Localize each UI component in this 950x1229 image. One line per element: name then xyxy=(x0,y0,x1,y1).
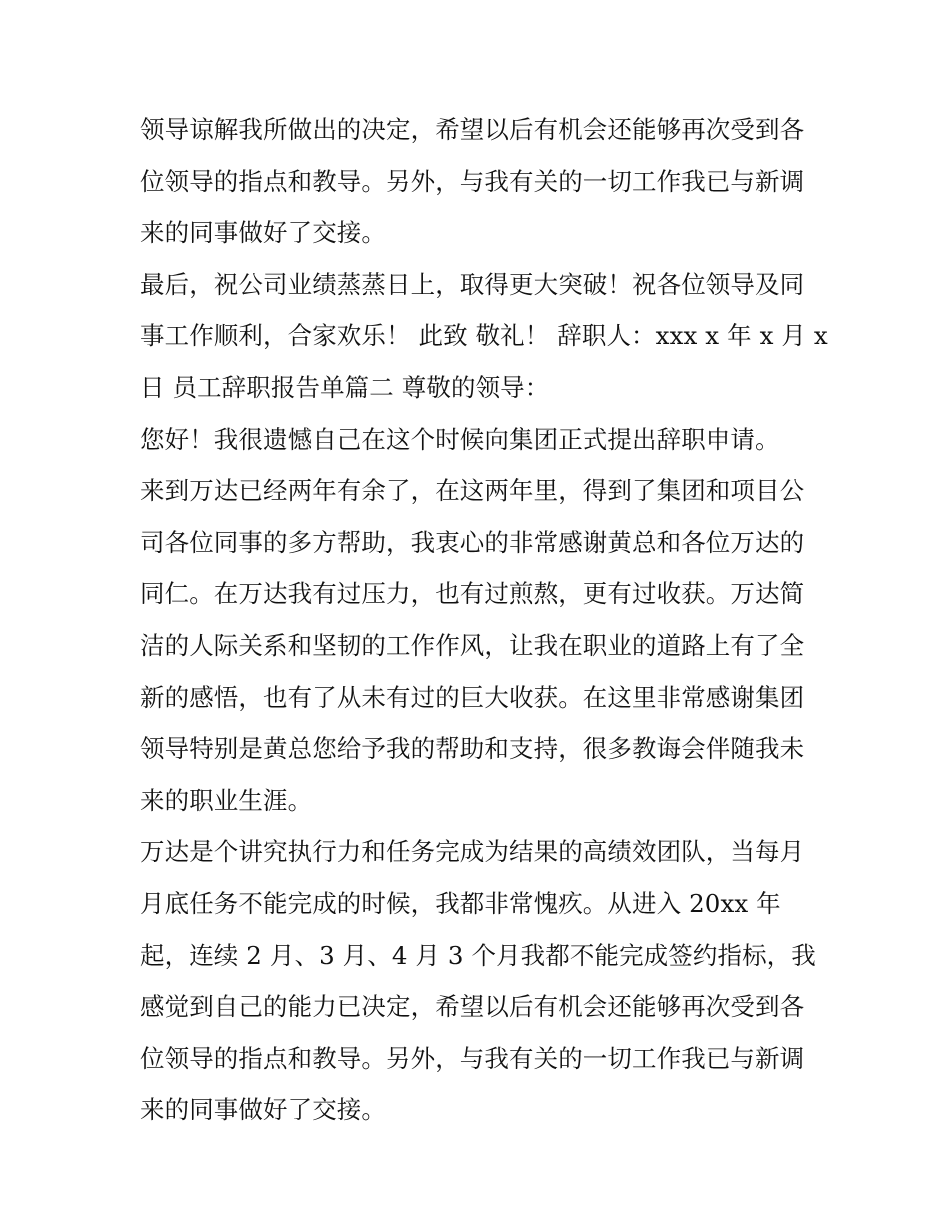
text-line: 月底任务不能完成的时候，我都非常愧疚。从进入 20xx 年 xyxy=(140,888,781,918)
document-page xyxy=(140,104,828,1136)
text-line: 日 员工辞职报告单篇二 尊敬的领导： xyxy=(140,372,550,402)
text-line: 来的职业生涯。 xyxy=(140,785,313,815)
text-line: 司各位同事的多方帮助，我衷心的非常感谢黄总和各位万达的 xyxy=(140,527,805,557)
text-line: 位领导的指点和教导。另外，与我有关的一切工作我已与新调 xyxy=(140,1043,805,1073)
text-line: 来到万达已经两年有余了，在这两年里，得到了集团和项目公 xyxy=(140,476,805,506)
text-line: 领导谅解我所做出的决定，希望以后有机会还能够再次受到各 xyxy=(140,115,805,144)
text-line: 洁的人际关系和坚韧的工作作风，让我在职业的道路上有了全 xyxy=(140,630,805,660)
text-line: 新的感悟，也有了从未有过的巨大收获。在这里非常感谢集团 xyxy=(140,682,805,712)
text-line: 领导特别是黄总您给予我的帮助和支持，很多教诲会伴随我未 xyxy=(140,734,805,764)
text-line: 万达是个讲究执行力和任务完成为结果的高绩效团队，当每月 xyxy=(140,837,805,867)
text-line: 事工作顺利，合家欢乐！ 此致 敬礼！ 辞职人：xxx x 年 x 月 x xyxy=(140,321,828,351)
text-line: 起，连续 2 月、3 月、4 月 3 个月我都不能完成签约指标，我 xyxy=(140,940,816,970)
text-line: 最后，祝公司业绩蒸蒸日上，取得更大突破！祝各位领导及同 xyxy=(140,269,805,299)
text-line: 来的同事做好了交接。 xyxy=(140,1095,386,1125)
text-line: 您好！我很遗憾自己在这个时候向集团正式提出辞职申请。 xyxy=(140,424,780,454)
text-line: 感觉到自己的能力已决定，希望以后有机会还能够再次受到各 xyxy=(140,992,805,1022)
text-line: 同仁。在万达我有过压力，也有过煎熬，更有过收获。万达简 xyxy=(140,579,805,609)
text-line: 位领导的指点和教导。另外，与我有关的一切工作我已与新调 xyxy=(140,166,805,196)
text-line: 来的同事做好了交接。 xyxy=(140,218,386,248)
